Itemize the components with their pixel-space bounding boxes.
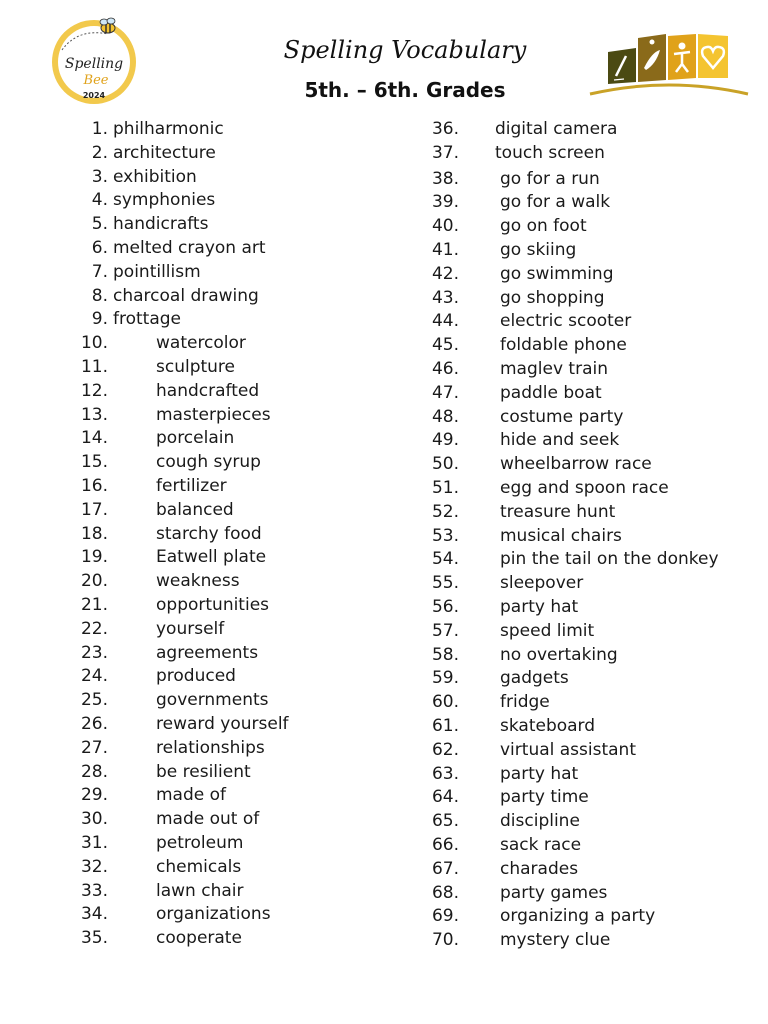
item-number: 43. — [431, 287, 459, 308]
item-word: sack race — [500, 834, 582, 855]
list-item — [0, 832, 380, 856]
list-item — [380, 287, 768, 311]
item-number: 69. — [431, 906, 459, 927]
item-number: 21. — [80, 594, 108, 615]
list-item — [0, 761, 380, 785]
list-item — [0, 142, 380, 166]
list-item — [0, 642, 380, 666]
list-item — [380, 620, 768, 644]
item-number: 38. — [431, 168, 459, 189]
item-number: 18. — [80, 523, 108, 544]
list-item — [0, 665, 380, 689]
logo-text-year: 2024 — [82, 91, 106, 100]
item-word: Eatwell plate — [156, 547, 267, 568]
item-number: 10. — [80, 333, 108, 354]
item-number: 14. — [80, 428, 108, 449]
list-item — [380, 810, 768, 834]
item-word: organizing a party — [500, 906, 656, 927]
list-item — [380, 118, 768, 142]
list-item — [380, 358, 768, 382]
list-item — [380, 786, 768, 810]
person-icon — [668, 34, 696, 80]
item-word: cooperate — [156, 928, 242, 949]
item-word: treasure hunt — [500, 501, 616, 522]
item-number: 6. — [91, 237, 108, 258]
item-number: 17. — [80, 499, 108, 520]
list-item — [0, 427, 380, 451]
item-number: 8. — [91, 285, 108, 306]
item-number: 4. — [91, 190, 108, 211]
item-number: 26. — [80, 713, 108, 734]
item-word: architecture — [113, 142, 216, 163]
item-number: 27. — [80, 737, 108, 758]
list-item — [0, 689, 380, 713]
item-number: 37. — [431, 142, 459, 163]
item-number: 70. — [431, 930, 459, 951]
item-word: handcrafted — [156, 380, 260, 401]
list-item — [0, 499, 380, 523]
list-item — [0, 404, 380, 428]
item-word: fridge — [500, 692, 550, 713]
item-number: 29. — [80, 785, 108, 806]
list-item — [0, 713, 380, 737]
list-item — [0, 261, 380, 285]
item-word: cough syrup — [156, 452, 261, 473]
vocabulary-list-right — [380, 118, 768, 953]
list-item — [0, 618, 380, 642]
item-word: petroleum — [156, 832, 244, 853]
bee-icon — [100, 18, 115, 33]
item-word: fertilizer — [156, 475, 227, 496]
item-number: 54. — [431, 549, 459, 570]
item-number: 13. — [80, 404, 108, 425]
list-item — [0, 856, 380, 880]
item-word: produced — [156, 666, 236, 687]
item-number: 57. — [431, 620, 459, 641]
list-item — [0, 903, 380, 927]
list-item — [380, 572, 768, 596]
school-logo — [586, 26, 752, 98]
item-word: go for a run — [500, 168, 600, 189]
item-number: 23. — [80, 642, 108, 663]
item-word: relationships — [156, 737, 265, 758]
list-item — [0, 118, 380, 142]
list-item — [380, 501, 768, 525]
list-item — [380, 667, 768, 691]
list-item — [380, 739, 768, 763]
item-word: handicrafts — [113, 214, 209, 235]
item-word: charcoal drawing — [113, 285, 259, 306]
item-word: go swimming — [500, 263, 614, 284]
item-number: 66. — [431, 834, 459, 855]
item-number: 2. — [91, 142, 108, 163]
list-item — [0, 285, 380, 309]
item-number: 36. — [431, 119, 459, 139]
page-title: Spelling Vocabulary — [283, 36, 527, 64]
item-word: yourself — [156, 618, 225, 639]
item-word: paddle boat — [500, 382, 602, 403]
list-item — [380, 715, 768, 739]
item-number: 32. — [80, 856, 108, 877]
item-number: 31. — [80, 832, 108, 853]
item-number: 28. — [80, 761, 108, 782]
list-item — [0, 475, 380, 499]
item-word: made of — [156, 785, 227, 806]
item-word: speed limit — [500, 620, 595, 641]
item-word: gadgets — [500, 668, 569, 689]
list-item — [0, 237, 380, 261]
list-item — [380, 548, 768, 572]
item-number: 63. — [431, 763, 459, 784]
list-item — [0, 737, 380, 761]
item-number: 20. — [80, 571, 108, 592]
item-number: 15. — [80, 452, 108, 473]
list-item — [380, 905, 768, 929]
list-item — [380, 858, 768, 882]
item-word: starchy food — [156, 523, 262, 544]
item-number: 62. — [431, 739, 459, 760]
item-number: 49. — [431, 430, 459, 451]
list-item — [0, 927, 380, 951]
item-word: agreements — [156, 642, 259, 663]
item-number: 40. — [431, 216, 459, 237]
item-word: digital camera — [495, 119, 618, 139]
item-number: 47. — [431, 382, 459, 403]
item-number: 53. — [431, 525, 459, 546]
item-word: mystery clue — [500, 930, 611, 951]
list-item — [380, 882, 768, 906]
list-item — [380, 334, 768, 358]
vocabulary-list-left — [0, 118, 380, 951]
item-number: 59. — [431, 668, 459, 689]
item-number: 1. — [91, 119, 108, 139]
item-word: party hat — [500, 596, 579, 617]
item-number: 7. — [91, 261, 108, 282]
list-item — [0, 451, 380, 475]
item-word: philharmonic — [113, 119, 224, 139]
item-word: made out of — [156, 809, 260, 830]
item-word: touch screen — [495, 142, 605, 163]
item-word: organizations — [156, 904, 271, 925]
item-number: 41. — [431, 239, 459, 260]
item-number: 50. — [431, 454, 459, 475]
item-number: 9. — [91, 309, 108, 330]
item-word: go skiing — [500, 239, 577, 260]
item-word: watercolor — [156, 333, 246, 354]
list-item — [380, 929, 768, 953]
item-word: lawn chair — [156, 880, 244, 901]
list-item — [380, 691, 768, 715]
item-number: 51. — [431, 477, 459, 498]
item-number: 39. — [431, 192, 459, 213]
item-number: 67. — [431, 858, 459, 879]
spelling-bee-logo — [48, 12, 140, 108]
list-item — [0, 594, 380, 618]
list-item — [0, 570, 380, 594]
list-item — [0, 308, 380, 332]
item-number: 30. — [80, 809, 108, 830]
item-number: 58. — [431, 644, 459, 665]
item-word: no overtaking — [500, 644, 618, 665]
list-item — [380, 263, 768, 287]
list-item — [380, 596, 768, 620]
logo-text-bee: Bee — [83, 73, 109, 88]
item-word: party games — [500, 882, 608, 903]
item-number: 22. — [80, 618, 108, 639]
item-word: exhibition — [113, 166, 197, 187]
list-item — [0, 880, 380, 904]
logo-text-spelling: Spelling — [64, 56, 124, 72]
item-word: charades — [500, 858, 579, 879]
list-item — [380, 834, 768, 858]
list-item — [380, 382, 768, 406]
item-word: chemicals — [156, 856, 242, 877]
item-word: electric scooter — [500, 311, 632, 332]
item-number: 11. — [80, 356, 108, 377]
item-word: pin the tail on the donkey — [500, 549, 719, 570]
list-item — [380, 310, 768, 334]
list-item — [0, 356, 380, 380]
item-number: 65. — [431, 811, 459, 832]
item-word: costume party — [500, 406, 624, 427]
item-word: balanced — [156, 499, 234, 520]
item-word: symphonies — [113, 190, 216, 211]
leaf-icon — [638, 34, 666, 82]
item-word: party time — [500, 787, 589, 808]
list-item — [380, 477, 768, 501]
list-item — [0, 189, 380, 213]
item-word: musical chairs — [500, 525, 622, 546]
item-number: 44. — [431, 311, 459, 332]
list-item — [380, 406, 768, 430]
item-word: frottage — [113, 309, 181, 330]
item-word: hide and seek — [500, 430, 620, 451]
item-word: party hat — [500, 763, 579, 784]
list-item — [380, 191, 768, 215]
item-number: 46. — [431, 358, 459, 379]
item-word: maglev train — [500, 358, 608, 379]
list-item — [380, 429, 768, 453]
item-word: skateboard — [500, 715, 596, 736]
item-word: egg and spoon race — [500, 477, 669, 498]
item-word: virtual assistant — [500, 739, 636, 760]
item-number: 3. — [91, 166, 108, 187]
item-word: foldable phone — [500, 335, 627, 356]
item-word: pointillism — [113, 261, 201, 282]
item-number: 61. — [431, 715, 459, 736]
item-word: sleepover — [500, 573, 584, 594]
item-number: 24. — [80, 666, 108, 687]
item-number: 42. — [431, 263, 459, 284]
item-word: reward yourself — [156, 713, 289, 734]
item-word: go for a walk — [500, 192, 611, 213]
item-number: 56. — [431, 596, 459, 617]
list-item — [0, 808, 380, 832]
item-word: melted crayon art — [113, 237, 266, 258]
list-item — [0, 784, 380, 808]
item-word: go shopping — [500, 287, 605, 308]
list-item — [0, 380, 380, 404]
heart-icon — [698, 34, 728, 78]
item-number: 25. — [80, 690, 108, 711]
list-item — [380, 142, 768, 166]
list-item — [380, 168, 768, 192]
list-item — [380, 239, 768, 263]
item-word: discipline — [500, 811, 580, 832]
item-word: opportunities — [156, 594, 270, 615]
list-item — [0, 166, 380, 190]
pencil-icon — [608, 48, 636, 84]
item-word: governments — [156, 690, 269, 711]
item-word: weakness — [156, 571, 240, 592]
item-word: porcelain — [156, 428, 235, 449]
list-item — [380, 525, 768, 549]
page-subtitle: 5th. – 6th. Grades — [304, 78, 506, 102]
item-number: 68. — [431, 882, 459, 903]
item-word: wheelbarrow race — [500, 454, 652, 475]
item-number: 12. — [80, 380, 108, 401]
item-number: 52. — [431, 501, 459, 522]
item-number: 19. — [80, 547, 108, 568]
item-number: 34. — [80, 904, 108, 925]
item-word: masterpieces — [156, 404, 271, 425]
item-number: 33. — [80, 880, 108, 901]
list-item — [0, 523, 380, 547]
item-number: 16. — [80, 475, 108, 496]
item-number: 55. — [431, 573, 459, 594]
item-word: go on foot — [500, 216, 587, 237]
list-item — [0, 546, 380, 570]
item-word: sculpture — [156, 356, 236, 377]
item-number: 5. — [91, 214, 108, 235]
item-number: 48. — [431, 406, 459, 427]
item-word: be resilient — [156, 761, 251, 782]
list-item — [380, 453, 768, 477]
list-item — [0, 332, 380, 356]
item-number: 60. — [431, 692, 459, 713]
list-item — [0, 213, 380, 237]
list-item — [380, 215, 768, 239]
list-item — [380, 763, 768, 787]
list-item — [380, 644, 768, 668]
item-number: 45. — [431, 335, 459, 356]
item-number: 35. — [80, 928, 108, 949]
item-number: 64. — [431, 787, 459, 808]
